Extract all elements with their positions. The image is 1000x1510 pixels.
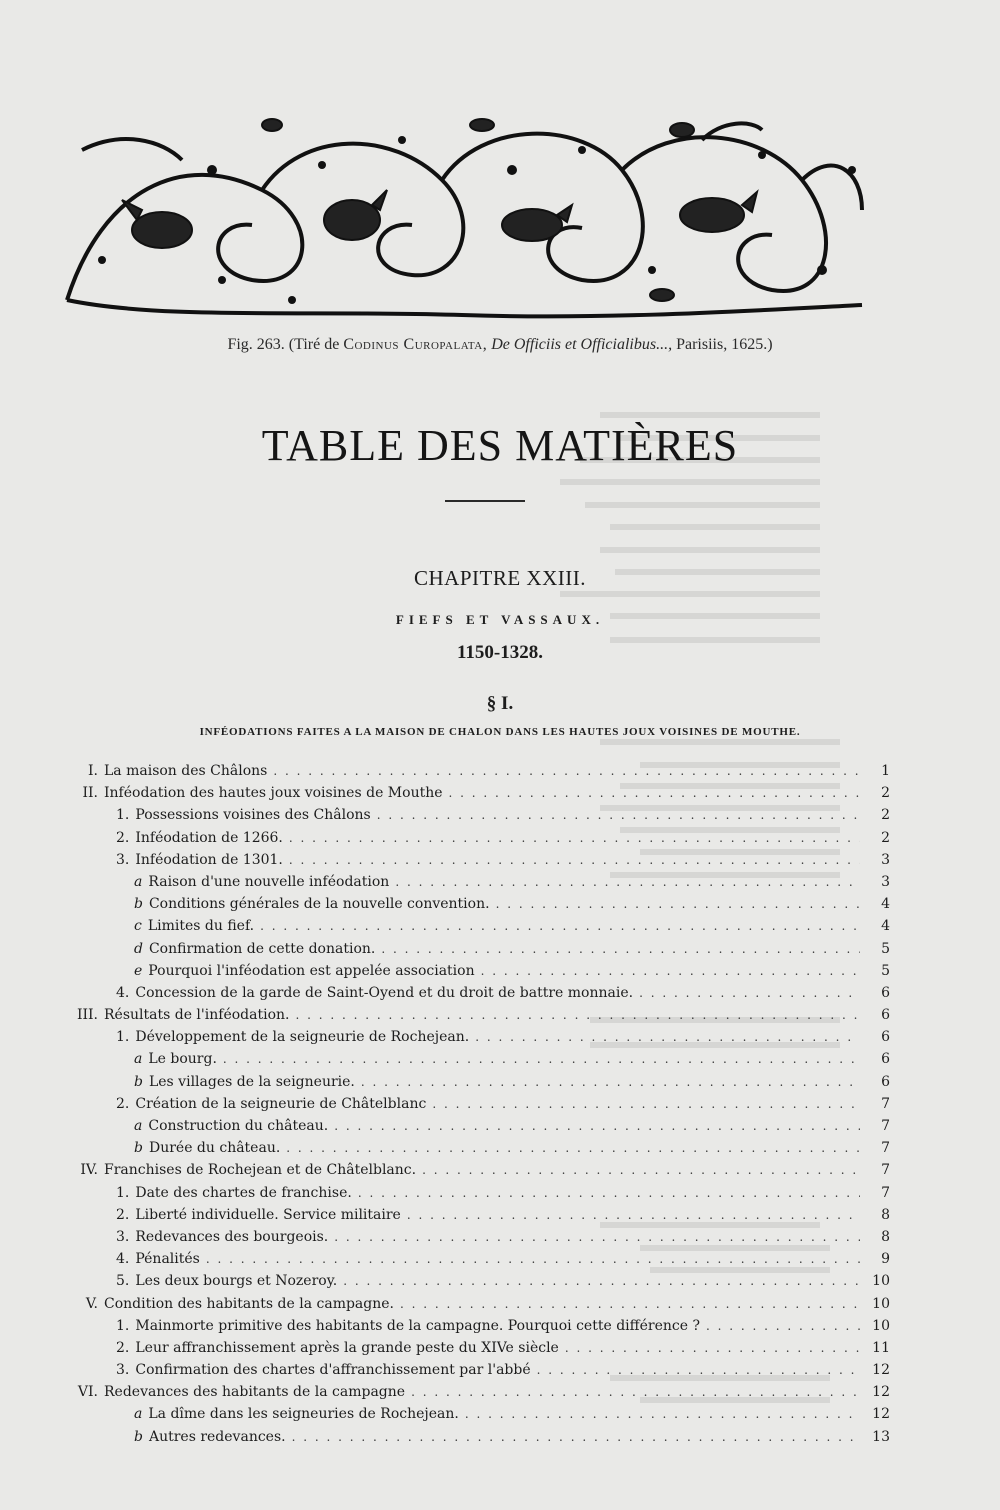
toc-entry-page-number: 6 [881, 1073, 890, 1090]
toc-entry-label-group [56, 1004, 289, 1026]
dot-leader [343, 1270, 860, 1292]
toc-entry [56, 1226, 890, 1248]
toc-entry [56, 982, 890, 1004]
dot-leader [400, 1293, 860, 1315]
toc-entry-label: Confirmation de cette donation. [148, 940, 376, 957]
toc-entry-label: Conditions générales de la nouvelle convention. [148, 896, 490, 913]
toc-entry-label-group [116, 982, 633, 1004]
toc-entry-number: b [134, 1073, 143, 1090]
toc-entry [56, 871, 890, 893]
toc-entry-page-number: 6 [881, 1007, 890, 1024]
dot-leader [395, 871, 860, 893]
toc-entry-page-number: 7 [881, 1095, 890, 1112]
toc-entry-number: 3. [116, 1228, 130, 1245]
toc-entry [56, 1182, 890, 1204]
figure-caption [0, 336, 1000, 354]
toc-entry [56, 1403, 890, 1425]
chapter-dates: 1150-1328. [456, 642, 544, 663]
toc-entry-page-number: 2 [881, 807, 890, 824]
toc-entry-number: 5. [116, 1273, 130, 1290]
dot-leader [361, 1071, 860, 1093]
toc-entry-number: 2. [116, 1339, 130, 1356]
page-title: TABLE DES MATIÈRES [261, 421, 739, 470]
toc-entry-number: 2. [116, 1095, 130, 1112]
toc-entry [56, 1071, 890, 1093]
toc-entry [56, 1048, 890, 1070]
toc-entry-number: e [134, 962, 143, 979]
toc-entry-label: Création de la seigneurie de Châtelblanc [135, 1095, 427, 1112]
toc-entry [56, 1115, 890, 1137]
toc-entry [56, 938, 890, 960]
dot-leader [273, 760, 860, 782]
toc-entry [56, 893, 890, 915]
toc-entry-page-number: 3 [881, 851, 890, 868]
dot-leader [537, 1359, 860, 1381]
caption-prefix: Fig. 263. (Tiré de [227, 336, 340, 353]
toc-entry-label: Liberté individuelle. Service militaire [135, 1206, 401, 1223]
toc-entry-label: Construction du château. [148, 1118, 329, 1134]
dot-leader [465, 1403, 860, 1425]
toc-entry-label-group [116, 804, 371, 826]
toc-entry-label: Les villages de la seigneurie. [148, 1073, 355, 1090]
dot-leader [475, 1026, 860, 1048]
rinceau-ornament-icon [62, 110, 867, 330]
toc-entry-number: IV. [80, 1162, 98, 1179]
toc-entry-label: Redevances des habitants de la campagne [104, 1384, 406, 1401]
dot-leader [223, 1048, 860, 1070]
toc-entry-page-number: 11 [872, 1339, 890, 1356]
toc-entry-label-group [134, 871, 389, 893]
toc-entry [56, 804, 890, 826]
toc-entry-number: a [134, 1406, 143, 1423]
toc-entry-page-number: 7 [881, 1118, 890, 1134]
section-title: INFÉODATIONS FAITES A LA MAISON DE CHALON DANS LES HAUTES JOUX VOISINES DE MOUTHE. [199, 726, 801, 738]
toc-entry-page-number: 3 [881, 873, 890, 890]
dot-leader [449, 782, 860, 804]
dot-leader [639, 982, 860, 1004]
toc-entry [56, 960, 890, 982]
toc-entry-number: III. [76, 1007, 98, 1024]
toc-entry [56, 849, 890, 871]
toc-entry-label: Pourquoi l'inféodation est appelée association [148, 962, 475, 979]
toc-entry-page-number: 6 [881, 984, 890, 1001]
toc-entry-label: Résultats de l'inféodation. [104, 1007, 290, 1024]
dot-leader [381, 938, 860, 960]
dot-leader [411, 1381, 860, 1403]
toc-entry-label: Développement de la seigneurie de Rochejean. [135, 1029, 470, 1046]
toc-entry-number: V. [85, 1295, 98, 1312]
dot-leader [289, 849, 860, 871]
toc-entry-page-number: 10 [872, 1273, 890, 1290]
toc-entry-label: Franchises de Rochejean et de Châtelblanc. [104, 1162, 417, 1179]
toc-entry-number: 1. [116, 1184, 130, 1201]
toc-entry-label-group [116, 1182, 352, 1204]
toc-entry-label-group [134, 893, 490, 915]
toc-entry-page-number: 2 [881, 829, 890, 846]
toc-entry-label: Le bourg. [148, 1051, 217, 1068]
toc-entry-number: a [134, 873, 143, 890]
toc-entry-label-group [56, 1159, 416, 1181]
toc-entry-label: Possessions voisines des Châlons [135, 807, 371, 824]
toc-entry-page-number: 10 [872, 1295, 890, 1312]
toc-entry-label-group [56, 782, 443, 804]
toc-entry-label-group [56, 1293, 394, 1315]
toc-entry-label: Les deux bourgs et Nozeroy. [135, 1273, 338, 1290]
dot-leader [295, 1004, 860, 1026]
toc-entry-label: Confirmation des chartes d'affranchissement par l'abbé [135, 1362, 531, 1379]
toc-entry-label-group [116, 1204, 401, 1226]
toc-entry [56, 1337, 890, 1359]
toc-entry-label-group [134, 1071, 355, 1093]
toc-entry-label: Date des chartes de franchise. [135, 1184, 352, 1201]
chapter-heading: CHAPITRE XXIII. [414, 566, 586, 590]
toc-entry-label-group [134, 960, 475, 982]
toc-entry-number: 2. [116, 1206, 130, 1223]
toc-entry-label-group [116, 1270, 337, 1292]
toc-entry-label: Leur affranchissement après la grande peste du XIVe siècle [135, 1339, 559, 1356]
toc-entry [56, 1026, 890, 1048]
toc-entry-label: Autres redevances. [148, 1428, 286, 1445]
toc-entry [56, 1293, 890, 1315]
toc-entry-number: II. [82, 785, 98, 802]
toc-entry-label-group [116, 1093, 426, 1115]
toc-entry-number: b [134, 1428, 143, 1445]
toc-entry [56, 1248, 890, 1270]
toc-entry-label-group [116, 1315, 700, 1337]
caption-author: Codinus Curopalata, [343, 336, 488, 353]
toc-entry-label-group [134, 1403, 459, 1425]
dot-leader [432, 1093, 860, 1115]
toc-entry-number: d [134, 940, 143, 957]
toc-entry [56, 1381, 890, 1403]
dot-leader [407, 1204, 860, 1226]
toc-entry [56, 1426, 890, 1448]
toc-entry-number: a [134, 1118, 143, 1134]
toc-entry-label-group [116, 827, 283, 849]
toc-entry-label: Mainmorte primitive des habitants de la campagne. Pourquoi cette différence ? [135, 1317, 700, 1334]
toc-entry-label-group [116, 1226, 328, 1248]
toc-entry-page-number: 1 [881, 763, 890, 779]
toc-entry-label-group [134, 915, 254, 937]
toc-entry-page-number: 8 [881, 1228, 890, 1245]
toc-entry [56, 827, 890, 849]
dot-leader [334, 1226, 860, 1248]
dot-leader [377, 804, 860, 826]
dot-leader [260, 915, 860, 937]
toc-entry-number: 1. [116, 1317, 130, 1334]
toc-entry-label: La dîme dans les seigneuries de Rochejean. [148, 1406, 459, 1423]
dot-leader [206, 1248, 860, 1270]
toc-entry-number: 3. [116, 1362, 130, 1379]
toc-entry [56, 915, 890, 937]
chapter-subject: FIEFS ET VASSAUX. [395, 612, 605, 627]
toc-entry-label-group [56, 1381, 405, 1403]
toc-entry-label-group [134, 1115, 328, 1137]
toc-entry [56, 1204, 890, 1226]
dot-leader [289, 827, 860, 849]
toc-entry-page-number: 5 [881, 940, 890, 957]
toc-entry [56, 1270, 890, 1292]
toc-entry-label: Redevances des bourgeois. [135, 1228, 329, 1245]
toc-entry-page-number: 4 [881, 918, 890, 935]
toc-entry-label-group [134, 1048, 217, 1070]
toc-entry [56, 782, 890, 804]
toc-entry-label: Concession de la garde de Saint-Oyend et du droit de battre monnaie. [135, 984, 634, 1001]
toc-entry-label: La maison des Châlons [104, 763, 268, 779]
toc-entry [56, 1004, 890, 1026]
caption-suffix: Parisiis, 1625.) [676, 336, 773, 353]
toc-entry [56, 1315, 890, 1337]
toc-entry-page-number: 4 [881, 896, 890, 913]
toc-entry-label-group [116, 1337, 559, 1359]
toc-entry-number: 1. [116, 1029, 130, 1046]
toc-entry-label: Durée du château. [148, 1140, 281, 1157]
toc-entry-label-group [116, 1026, 469, 1048]
toc-entry-label: Condition des habitants de la campagne. [104, 1295, 394, 1312]
dot-leader [286, 1137, 860, 1159]
toc-entry-label-group [134, 1426, 286, 1448]
toc-entry-page-number: 10 [872, 1317, 890, 1334]
toc-entry-page-number: 8 [881, 1206, 890, 1223]
toc-entry-label: Inféodation de 1301. [135, 851, 283, 868]
toc-entry-label-group [116, 849, 283, 871]
dot-leader [334, 1115, 860, 1137]
toc-entry-number: 4. [116, 984, 130, 1001]
toc-entry-page-number: 5 [881, 962, 890, 979]
toc-entry-number: b [134, 1140, 143, 1157]
toc-entry-label-group [116, 1359, 531, 1381]
toc-entry-page-number: 13 [872, 1428, 890, 1445]
toc-entry [56, 1093, 890, 1115]
toc-entry-label: Raison d'une nouvelle inféodation [148, 873, 390, 890]
toc-entry [56, 1359, 890, 1381]
toc-entry [56, 760, 890, 782]
toc-entry-page-number: 7 [881, 1140, 890, 1157]
dot-leader [481, 960, 860, 982]
toc-entry-number: a [134, 1051, 143, 1068]
toc-entry-label-group [134, 1137, 280, 1159]
dot-leader [565, 1337, 860, 1359]
toc-entry-label: Limites du fief. [147, 918, 255, 935]
toc-entry-number: 4. [116, 1251, 130, 1268]
toc-entry [56, 1137, 890, 1159]
toc-entry-page-number: 2 [881, 785, 890, 802]
toc-entry-page-number: 7 [881, 1184, 890, 1201]
toc-entry-label: Inféodation des hautes joux voisines de Mouthe [104, 785, 443, 802]
dot-leader [422, 1159, 860, 1181]
toc-entry-number: 1. [116, 807, 130, 824]
toc-entry-number: 3. [116, 851, 130, 868]
toc-entry-number: b [134, 896, 143, 913]
toc-entry-number: VI. [77, 1384, 98, 1401]
toc-entry-page-number: 7 [881, 1162, 890, 1179]
toc-entry-label: Inféodation de 1266. [135, 829, 283, 846]
toc-entry-label-group [134, 938, 375, 960]
dot-leader [706, 1315, 860, 1337]
toc-entry [56, 1159, 890, 1181]
section-heading: § I. [486, 693, 514, 714]
dot-leader [496, 893, 860, 915]
toc-entry-label-group [116, 1248, 200, 1270]
toc-entry-number: 2. [116, 829, 130, 846]
toc-entry-label-group [56, 760, 267, 782]
toc-entry-page-number: 9 [881, 1251, 890, 1268]
table-of-contents [56, 760, 890, 1448]
toc-entry-page-number: 12 [872, 1362, 890, 1379]
toc-entry-page-number: 12 [872, 1406, 890, 1423]
toc-entry-label: Pénalités [135, 1251, 200, 1268]
toc-entry-number: c [134, 918, 142, 935]
dot-leader [292, 1426, 860, 1448]
ornamental-header-illustration [62, 110, 867, 330]
toc-entry-number: I. [88, 763, 98, 779]
toc-entry-page-number: 6 [881, 1051, 890, 1068]
toc-entry-page-number: 6 [881, 1029, 890, 1046]
toc-entry-page-number: 12 [872, 1384, 890, 1401]
caption-work: De Officiis et Officialibus..., [491, 336, 673, 353]
title-rule-divider [445, 500, 525, 502]
dot-leader [358, 1182, 860, 1204]
